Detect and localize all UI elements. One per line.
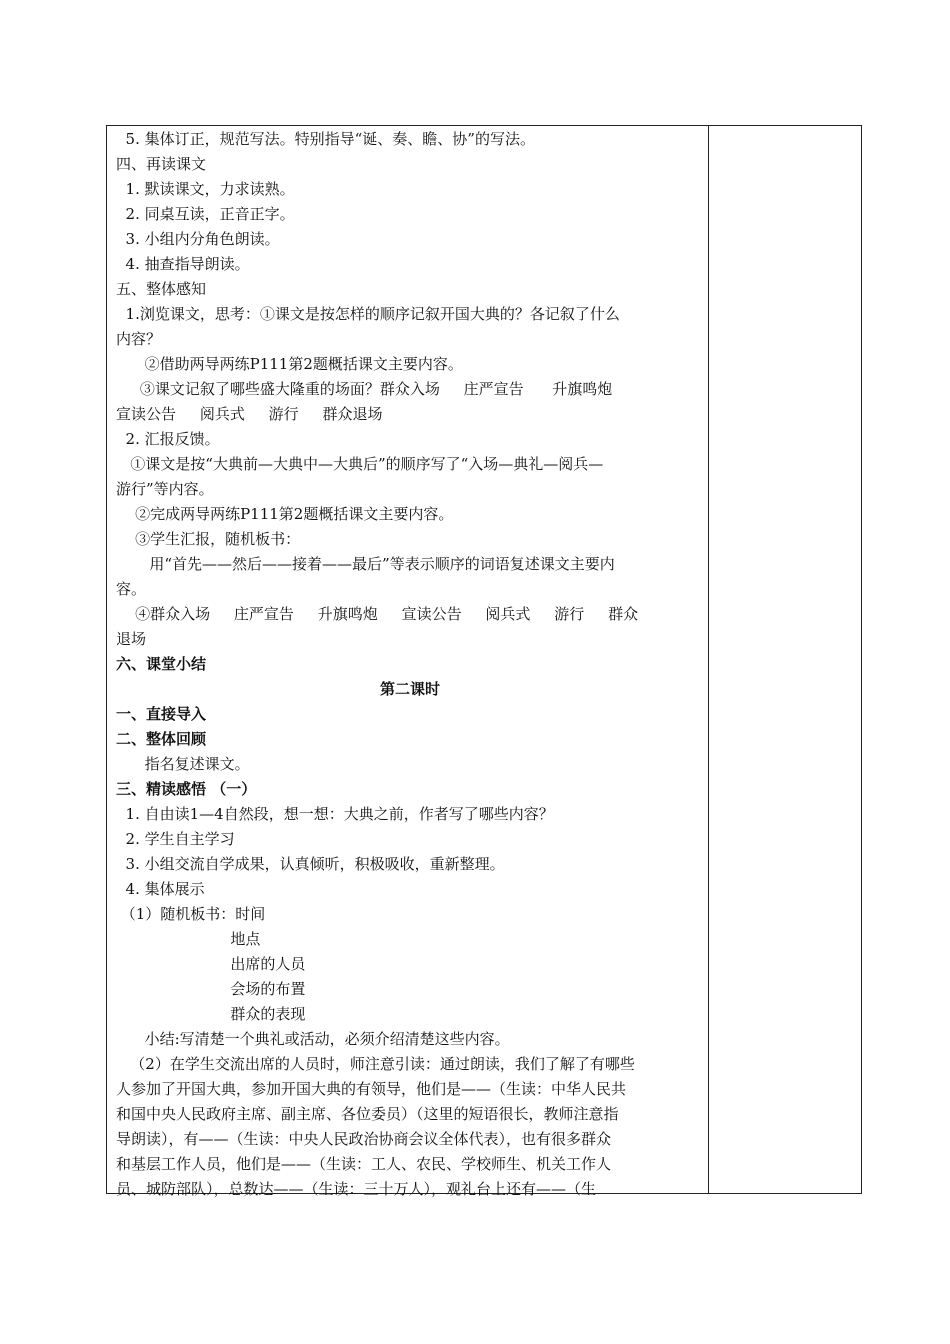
text-line: 3. 小组内分角色朗读。 — [116, 230, 280, 248]
text-line: 4. 集体展示 — [116, 880, 205, 898]
text-line: 4. 抽查指导朗读。 — [116, 255, 250, 273]
text-line: 游行”等内容。 — [116, 480, 214, 498]
section-heading: 六、课堂小结 — [116, 655, 207, 673]
section-heading: 五、整体感知 — [116, 280, 207, 298]
text-line: 和基层工作人员，他们是——（生读：工人、农民、学校师生、机关工作人 — [116, 1155, 612, 1173]
text-line: 小结:写清楚一个典礼或活动，必须介绍清楚这些内容。 — [116, 1030, 510, 1048]
text-line: ②完成两导两练P111第2题概括课文主要内容。 — [116, 505, 454, 523]
text-line: 2. 汇报反馈。 — [116, 430, 220, 448]
section-heading: 四、再读课文 — [116, 155, 207, 173]
text-line: 1. 默读课文，力求读熟。 — [116, 180, 295, 198]
text-line: 和国中央人民政府主席、副主席、各位委员）（这里的短语很长，教师注意指 — [116, 1105, 619, 1123]
text-line: 指名复述课文。 — [116, 755, 250, 773]
text-line: 人参加了开国大典，参加开国大典的有领导，他们是——（生读：中华人民共 — [116, 1080, 627, 1098]
text-line: 容。 — [116, 580, 147, 598]
text-line: 内容？ — [116, 330, 162, 348]
text-line: 员、城防部队），总数达——（生读：三十万人），观礼台上还有——（生 — [116, 1180, 597, 1198]
text-line: 5. 集体订正，规范写法。特别指导“诞、奏、瞻、协”的写法。 — [116, 130, 535, 148]
text-line: 出席的人员 — [116, 955, 306, 973]
lesson-title: 第二课时 — [379, 680, 440, 698]
section-heading: 一、直接导入 — [116, 705, 207, 723]
text-line: 2. 学生自主学习 — [116, 830, 235, 848]
text-line: 3. 小组交流自学成果，认真倾听，积极吸收，重新整理。 — [116, 855, 505, 873]
text-line: 导朗读），有——（生读：中央人民政治协商会议全体代表），也有很多群众 — [116, 1130, 612, 1148]
text-line: 会场的布置 — [116, 980, 306, 998]
text-line: （2）在学生交流出席的人员时，师注意引读：通过朗读，我们了解了有哪些 — [116, 1055, 635, 1073]
text-line: 群众的表现 — [116, 1005, 306, 1023]
text-line: 1. 自由读1—4自然段，想一想：大典之前，作者写了哪些内容？ — [116, 805, 554, 823]
text-line: ④群众入场 庄严宣告 升旗鸣炮 宣读公告 阅兵式 游行 群众 — [116, 605, 639, 623]
text-line: 宣读公告 阅兵式 游行 群众退场 — [116, 405, 383, 423]
text-line: 2. 同桌互读，正音正字。 — [116, 205, 295, 223]
text-line: 用“首先——然后——接着——最后”等表示顺序的词语复述课文主要内 — [116, 555, 615, 573]
table-column-divider — [708, 125, 709, 1194]
text-line: 1.浏览课文，思考：①课文是按怎样的顺序记叙开国大典的？各记叙了什么 — [116, 305, 620, 323]
text-line: 退场 — [116, 630, 147, 648]
text-line: （1）随机板书：时间 — [116, 905, 266, 923]
section-heading: 二、整体回顾 — [116, 730, 207, 748]
text-line: ②借助两导两练P111第2题概括课文主要内容。 — [116, 355, 463, 373]
text-line: ③学生汇报，随机板书： — [116, 530, 301, 548]
text-line: 地点 — [116, 930, 261, 948]
section-heading: 三、精读感悟 （一） — [116, 780, 257, 798]
text-line: ①课文是按“大典前—大典中—大典后”的顺序写了“入场—典礼—阅兵— — [116, 455, 604, 473]
lesson-content — [116, 127, 704, 1202]
text-line: ③课文记叙了哪些盛大隆重的场面？群众入场 庄严宣告 升旗鸣炮 — [116, 380, 613, 398]
